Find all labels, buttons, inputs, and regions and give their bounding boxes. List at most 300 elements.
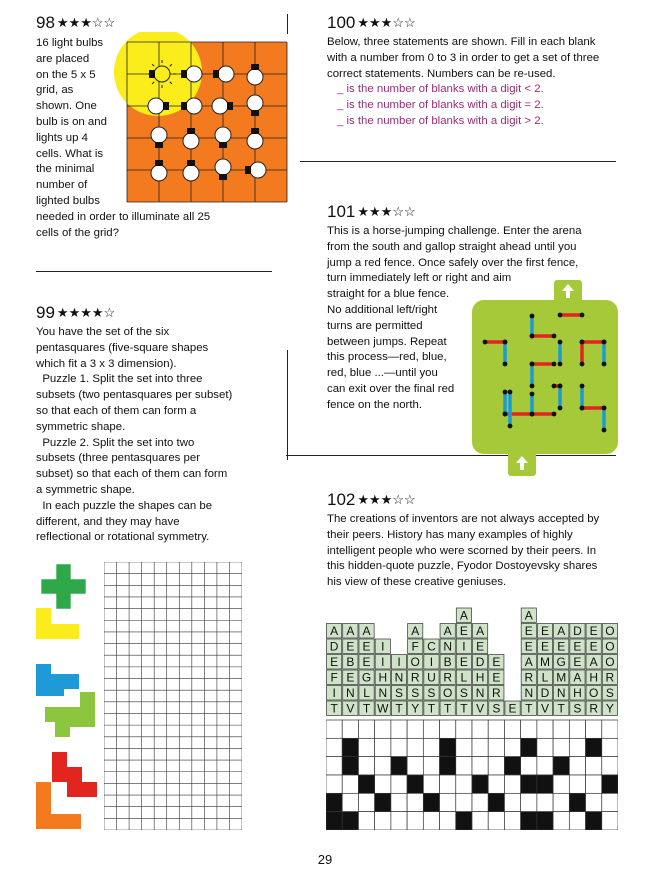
tile-letter: R	[491, 686, 501, 700]
answer-cell	[504, 775, 520, 793]
black-cell	[391, 757, 407, 775]
tile-letter: E	[573, 639, 582, 654]
answer-cell	[586, 757, 602, 775]
answer-cell	[440, 812, 456, 830]
post	[503, 362, 508, 367]
answer-cell	[423, 738, 439, 756]
answer-cell	[521, 793, 537, 811]
tile-letter: A	[573, 670, 582, 685]
puzzle-102-header	[327, 490, 416, 510]
black-cell	[342, 757, 358, 775]
rule-100-101	[300, 161, 616, 162]
tile-letter: T	[525, 701, 533, 716]
tile-letter: W	[377, 701, 389, 716]
text-line: cells of the grid?	[36, 226, 119, 239]
black-cell	[456, 812, 472, 830]
answer-cell	[553, 812, 569, 830]
answer-cell	[504, 720, 520, 738]
black-cell	[375, 793, 391, 811]
difficulty-stars: ★★★☆☆	[357, 492, 416, 507]
text-line: on the 5 x 5	[36, 68, 96, 81]
answer-cell	[391, 812, 407, 830]
answer-cell	[391, 775, 407, 793]
text-line: this process—red, blue,	[327, 351, 447, 364]
tile-letter: N	[556, 686, 566, 700]
tile-letter: A	[443, 624, 452, 638]
text-line: subsets (three pentasquares per	[36, 452, 200, 465]
text-line: shown. One	[36, 100, 97, 113]
black-cell	[521, 775, 537, 793]
black-cell	[358, 775, 374, 793]
puzzle-99-pentasquares	[32, 562, 102, 830]
tile-letter: S	[605, 686, 614, 700]
tile-letter: E	[573, 655, 582, 669]
tile-letter: O	[588, 686, 599, 700]
answer-cell	[440, 793, 456, 811]
answer-cell	[358, 793, 374, 811]
answer-cell	[423, 775, 439, 793]
tile-letter: T	[443, 701, 452, 716]
puzzle-102-text	[327, 512, 617, 591]
text-line: The creations of inventors are not always accepted by	[327, 513, 600, 525]
answer-cell	[456, 757, 472, 775]
tile-letter: V	[476, 701, 485, 716]
answer-cell	[407, 793, 423, 811]
text-line: Puzzle 2. Split the set into two	[36, 436, 195, 449]
black-cell	[440, 757, 456, 775]
black-cell	[326, 812, 342, 830]
tile-letter: E	[459, 624, 468, 638]
answer-cell	[488, 738, 504, 756]
tile-letter: O	[605, 655, 615, 669]
tile-letter: R	[410, 670, 420, 685]
answer-cell	[423, 757, 439, 775]
answer-cell	[488, 775, 504, 793]
puzzle-102-hidden-quote	[326, 606, 618, 830]
tile-letter: E	[557, 639, 566, 654]
text-line: with a number from 0 to 3 in order to get a set of three	[327, 51, 600, 64]
answer-cell	[521, 757, 537, 775]
tile-letter: A	[589, 655, 598, 669]
post	[580, 384, 585, 389]
puzzle-100-text	[327, 35, 617, 82]
answer-cell	[602, 793, 618, 811]
tile-letter: N	[443, 639, 453, 654]
tile-letter: G	[556, 655, 566, 669]
answer-cell	[553, 793, 569, 811]
answer-cell	[358, 757, 374, 775]
answer-cell	[586, 775, 602, 793]
tile-letter: E	[540, 639, 550, 654]
answer-cell	[391, 738, 407, 756]
answer-cell	[504, 738, 520, 756]
tile-letter: M	[556, 670, 567, 685]
tile-letter: Y	[605, 701, 614, 716]
text-line: bulb is on and	[36, 115, 107, 128]
answer-cell	[456, 738, 472, 756]
tile-letter: A	[459, 608, 468, 623]
answer-cell	[358, 720, 374, 738]
answer-cell	[553, 775, 569, 793]
tile-letter: D	[475, 655, 485, 669]
post	[530, 384, 535, 389]
tile-letter: H	[589, 670, 599, 685]
answer-cell	[407, 757, 423, 775]
tile-letter: E	[589, 624, 598, 638]
tile-letter: V	[540, 701, 550, 716]
text-line: this hidden-quote puzzle, Fyodor Dostoyevsky shares	[327, 560, 598, 573]
tile-letter: O	[410, 655, 420, 669]
tile-letter: L	[460, 670, 468, 685]
tile-letter: A	[330, 624, 339, 638]
text-line: jump a red fence. Once safely over the first fence,	[327, 256, 579, 269]
column-divider-mid	[287, 350, 288, 460]
tile-letter: T	[427, 701, 436, 716]
text-line: In each puzzle the shapes can be	[36, 499, 213, 512]
tile-letter: T	[460, 701, 468, 716]
page-number: 29	[317, 852, 333, 867]
answer-cell	[553, 720, 569, 738]
text-line: needed in order to illuminate all 25	[36, 211, 211, 223]
text-line: _ is the number of blanks with a digit = 2.	[337, 98, 544, 111]
text-line: so that each of them can form a	[36, 404, 197, 417]
tile-letter: S	[427, 686, 436, 700]
answer-cell	[456, 720, 472, 738]
tile-letter: D	[540, 686, 550, 700]
tile-letter: H	[475, 670, 485, 685]
tile-letter: A	[476, 624, 485, 638]
answer-cell	[375, 775, 391, 793]
answer-cell	[375, 812, 391, 830]
tile-letter: A	[524, 608, 533, 623]
tile-letter: E	[492, 670, 501, 685]
post	[580, 313, 585, 318]
puzzle-101-arena	[472, 278, 618, 478]
text-line: the minimal	[36, 163, 95, 176]
text-line: number of	[36, 179, 88, 192]
tile-letter: N	[394, 670, 404, 685]
text-line: cells. What is	[36, 147, 104, 160]
post	[508, 390, 513, 395]
tile-letter: I	[429, 655, 434, 669]
text-line: correct statements. Numbers can be re-used.	[327, 67, 556, 80]
answer-cell	[602, 757, 618, 775]
text-line: You have the set of the six	[36, 326, 170, 338]
answer-cell	[375, 720, 391, 738]
tile-letter: O	[605, 639, 615, 654]
black-cell	[407, 775, 423, 793]
puzzle-99-header	[36, 303, 115, 323]
text-line: Below, three statements are shown. Fill in each blank	[327, 36, 596, 48]
answer-cell	[342, 793, 358, 811]
answer-cell	[456, 793, 472, 811]
answer-cell	[358, 812, 374, 830]
answer-cell	[488, 757, 504, 775]
tile-letter: T	[330, 701, 338, 716]
difficulty-stars: ★★★★☆	[56, 305, 116, 320]
text-line: _ is the number of blanks with a digit < 2.	[337, 83, 544, 95]
post	[483, 340, 488, 345]
black-cell	[521, 812, 537, 830]
tile-letter: A	[346, 624, 355, 638]
tile-letter: R	[589, 701, 599, 716]
black-cell	[553, 757, 569, 775]
puzzle-number: 98	[36, 13, 55, 32]
tile-letter: F	[330, 670, 338, 685]
answer-cell	[391, 793, 407, 811]
tile-letter: N	[475, 686, 485, 700]
answer-cell	[472, 738, 488, 756]
text-line: grid, as	[36, 84, 74, 97]
tile-letter: I	[397, 655, 401, 669]
tile-letter: N	[345, 686, 355, 700]
post	[602, 428, 607, 433]
text-line: lights up 4	[36, 131, 88, 144]
text-line: straight for a blue fence.	[327, 288, 450, 301]
black-cell	[586, 738, 602, 756]
post	[580, 340, 585, 345]
answer-cell	[537, 757, 553, 775]
answer-cell	[375, 757, 391, 775]
text-line: reflectional or rotational symmetry.	[36, 531, 210, 544]
text-line: his view of these creative geniuses.	[327, 576, 507, 589]
answer-cell	[440, 720, 456, 738]
answer-cell	[375, 738, 391, 756]
post	[508, 424, 513, 429]
tile-letter: S	[573, 701, 582, 716]
black-cell	[326, 793, 342, 811]
post	[602, 340, 607, 345]
puzzle-99-answer-grid	[104, 562, 242, 830]
text-line: symmetric shape.	[36, 420, 126, 433]
text-line: This is a horse-jumping challenge. Enter the arena	[327, 225, 582, 237]
answer-cell	[488, 812, 504, 830]
text-line: turn immediately left or right and aim	[327, 272, 512, 285]
answer-cell	[602, 720, 618, 738]
tile-letter: R	[443, 670, 453, 685]
difficulty-stars: ★★★☆☆	[357, 15, 416, 30]
text-line: between jumps. Repeat	[327, 335, 447, 348]
text-line: are placed	[36, 52, 90, 65]
answer-cell	[569, 775, 585, 793]
tile-letter: E	[540, 624, 550, 638]
answer-cell	[326, 720, 342, 738]
post	[602, 362, 607, 367]
black-cell	[423, 793, 439, 811]
puzzle-98-bulb-grid	[110, 32, 290, 204]
answer-cell	[569, 738, 585, 756]
answer-cell	[326, 738, 342, 756]
puzzle-101-header	[327, 202, 416, 222]
post	[558, 340, 563, 345]
tile-letter: E	[589, 639, 598, 654]
black-cell	[488, 793, 504, 811]
answer-cell	[472, 793, 488, 811]
post	[503, 340, 508, 345]
puzzle-number: 99	[36, 303, 55, 322]
tile-letter: D	[329, 639, 339, 654]
tile-letter: E	[476, 639, 485, 654]
tile-letter: R	[524, 670, 534, 685]
answer-cell	[423, 812, 439, 830]
black-cell	[569, 793, 585, 811]
answer-cell	[342, 775, 358, 793]
black-cell	[472, 775, 488, 793]
text-line: intelligent people who were scorned by their peers. In	[327, 544, 597, 557]
puzzle-98-text-tail	[36, 210, 276, 242]
tile-letter: B	[346, 655, 355, 669]
post	[552, 384, 557, 389]
answer-cell	[440, 775, 456, 793]
tile-letter: D	[573, 624, 582, 638]
text-line: No additional left/right	[327, 304, 438, 316]
answer-cell	[456, 775, 472, 793]
text-line: _ is the number of blanks with a digit > 2.	[337, 114, 544, 127]
post	[558, 362, 563, 367]
post	[580, 406, 585, 411]
tile-letter: S	[394, 686, 404, 700]
answer-cell	[537, 793, 553, 811]
tile-letter: B	[443, 655, 452, 669]
answer-cell	[326, 775, 342, 793]
tile-letter: H	[573, 686, 582, 700]
tile-letter: S	[411, 686, 420, 700]
answer-cell	[472, 720, 488, 738]
post	[602, 406, 607, 411]
tile-letter: L	[363, 686, 370, 700]
tile-letter: E	[330, 655, 339, 669]
tile-letter: I	[332, 686, 336, 700]
answer-cell	[342, 720, 358, 738]
text-line: their peers. History has many examples of highly	[327, 528, 573, 541]
post	[530, 334, 535, 339]
tile-letter: S	[492, 701, 501, 716]
answer-cell	[358, 738, 374, 756]
post	[552, 362, 557, 367]
answer-cell	[602, 812, 618, 830]
tile-letter: O	[442, 686, 453, 700]
answer-cell	[553, 738, 569, 756]
answer-cell	[521, 720, 537, 738]
black-cell	[602, 775, 618, 793]
black-cell	[342, 738, 358, 756]
black-cell	[521, 738, 537, 756]
answer-cell	[586, 720, 602, 738]
text-line: 16 light bulbs	[36, 37, 104, 49]
answer-cell	[407, 812, 423, 830]
tile-letter: A	[557, 624, 566, 638]
difficulty-stars: ★★★☆☆	[56, 15, 116, 30]
tile-letter: A	[362, 624, 371, 638]
tile-letter: C	[427, 639, 436, 654]
tile-letter: S	[459, 686, 468, 700]
puzzle-99-text	[36, 325, 276, 546]
tile-letter: T	[362, 701, 371, 716]
tile-letter: T	[395, 701, 403, 716]
column-divider-top	[287, 14, 288, 34]
tile-letter: T	[557, 701, 565, 716]
answer-cell	[537, 738, 553, 756]
tile-letter: I	[462, 639, 466, 654]
answer-cell	[391, 720, 407, 738]
answer-cell	[569, 720, 585, 738]
puzzle-number: 100	[327, 13, 356, 32]
tile-letter: A	[524, 655, 533, 669]
tile-letter: A	[411, 624, 420, 638]
text-line: Puzzle 1. Split the set into three	[36, 373, 203, 386]
tile-letter: Y	[411, 701, 420, 716]
text-line: subset) so that each of them can form	[36, 468, 228, 481]
text-line: from the south and gallop straight ahead until you	[327, 240, 577, 253]
post	[530, 362, 535, 367]
text-line: fence on the north.	[327, 398, 422, 411]
post	[530, 314, 535, 319]
text-line: turns are permitted	[327, 319, 423, 332]
tile-letter: E	[362, 655, 371, 669]
tile-letter: E	[508, 701, 517, 716]
puzzle-number: 101	[327, 202, 356, 221]
rule-98-99	[36, 271, 272, 272]
tile-letter: R	[605, 670, 615, 685]
post	[530, 392, 535, 397]
puzzle-98-header	[36, 13, 115, 33]
black-cell	[504, 757, 520, 775]
puzzle-101-text-narrow	[327, 303, 467, 414]
tile-letter: N	[524, 686, 534, 700]
tile-letter: M	[540, 655, 550, 669]
tile-letter: I	[381, 655, 385, 669]
tile-letter: V	[346, 701, 355, 716]
post	[503, 412, 508, 417]
puzzle-100-statements	[337, 82, 597, 129]
tile-letter: F	[411, 639, 419, 654]
black-cell	[586, 812, 602, 830]
tile-letter: E	[524, 639, 533, 654]
post	[558, 384, 563, 389]
puzzle-100-header	[327, 13, 416, 33]
tile-letter: G	[361, 670, 372, 685]
answer-cell	[326, 757, 342, 775]
answer-cell	[472, 757, 488, 775]
text-line: different, and they may have	[36, 515, 180, 528]
answer-cell	[407, 720, 423, 738]
tile-letter: I	[381, 639, 385, 654]
black-cell	[537, 775, 553, 793]
answer-cell	[472, 812, 488, 830]
tile-letter: E	[492, 655, 501, 669]
answer-cell	[537, 720, 553, 738]
puzzle-number: 102	[327, 490, 356, 509]
text-line: subsets (two pentasquares per subset)	[36, 389, 233, 402]
text-line: a symmetric shape.	[36, 483, 135, 496]
difficulty-stars: ★★★☆☆	[357, 204, 416, 219]
text-line: red, blue ...—until you	[327, 367, 438, 380]
black-cell	[342, 812, 358, 830]
post	[580, 362, 585, 367]
tile-letter: L	[541, 670, 549, 685]
answer-cell	[488, 720, 504, 738]
tile-letter: E	[524, 624, 533, 638]
tile-letter: E	[346, 639, 355, 654]
tile-letter: H	[378, 670, 388, 685]
post	[530, 412, 535, 417]
tile-letter: N	[378, 686, 388, 700]
answer-cell	[569, 757, 585, 775]
tile-letter: U	[427, 670, 436, 685]
tile-letter: O	[605, 624, 615, 638]
text-line: can exit over the final red	[327, 382, 455, 395]
answer-cell	[423, 720, 439, 738]
